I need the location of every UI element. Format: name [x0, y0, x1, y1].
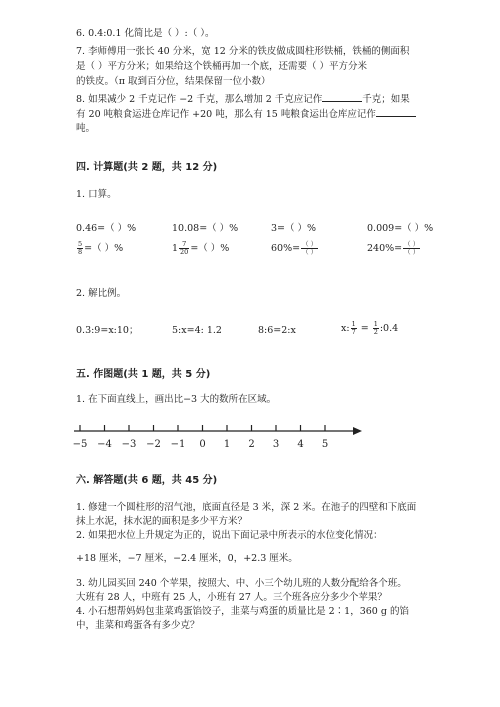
section-6-q3-line2: 大班有 28 人，中班有 25 人，小班有 27 人。三个班各应分多少个苹果？	[76, 592, 387, 603]
oral-calc-b4-prefix: 240%=	[367, 242, 403, 254]
number-line-label: −3	[121, 439, 137, 450]
number-line-label: 2	[248, 439, 255, 450]
ratio-eq-4-suffix: :0.4	[379, 322, 399, 334]
mixed-number-whole: 1	[172, 242, 179, 254]
fraction-denominator: 8	[78, 247, 83, 256]
fraction	[373, 321, 379, 336]
answer-blank	[376, 108, 416, 117]
question-6: 6. 0.4:0.1 化简比是（ ）:（ ）。	[76, 28, 215, 39]
oral-calc-b1-rest: =（ ）%	[84, 242, 124, 254]
section-6-q1-line2: 抹上水泥，抹水泥的面积是多少平方米？	[76, 516, 248, 527]
oral-calc-b3-prefix: 60%=	[271, 242, 301, 254]
section-4-q2: 2. 解比例。	[76, 288, 127, 299]
question-7-line1: 7. 李师傅用一张长 40 分米，宽 12 分米的铁皮做成圆柱形铁桶，铁桶的侧面积	[76, 46, 410, 57]
number-line-ticks	[80, 425, 325, 431]
fraction-denominator: （ ）	[404, 247, 420, 256]
section-6-q4-line2: 中，韭菜和鸡蛋各有多少克？	[76, 620, 200, 631]
ratio-eq-1: 0.3:9=x:10；	[76, 325, 139, 336]
question-8-text-b: 千克；如果	[362, 94, 410, 105]
number-line-label: −5	[72, 439, 88, 450]
number-line-label: 0	[199, 439, 206, 450]
oral-calc-b3	[271, 241, 319, 256]
number-line-labels	[73, 439, 329, 450]
answer-blank	[322, 93, 362, 102]
question-8-line2	[76, 108, 416, 121]
section-6-q2-line2: +18 厘米，−7 厘米，−2.4 厘米，0，+2.3 厘米。	[76, 553, 298, 564]
section-5-title: 五. 作图题(共 1 题，共 5 分)	[76, 369, 211, 380]
number-line-label: 1	[223, 439, 231, 450]
section-5-q1: 1. 在下面直线上，画出比−3 大的数所在区域。	[76, 394, 277, 405]
section-6-q1-line1: 1. 修建一个圆柱形的沼气池，底面直径是 3 米，深 2 米。在池子的四壁和下底面	[76, 502, 417, 513]
ratio-eq-4	[341, 321, 398, 336]
oral-calc-a1: 0.46=（ ）%	[76, 223, 137, 234]
number-line-label: −2	[146, 439, 161, 450]
oral-calc-b2	[172, 241, 229, 256]
oral-calc-b1	[76, 241, 123, 256]
fraction-denominator: （ ）	[302, 247, 318, 256]
fraction-numerator: （ ）	[302, 240, 318, 248]
question-8-line3: 吨。	[76, 123, 96, 134]
fraction-denominator: 20	[180, 247, 189, 256]
question-8-text-c: 有 20 吨粮食运进仓库记作 +20 吨，那么有 15 吨粮食运出仓库应记作	[76, 109, 376, 120]
section-6-q3-line1: 3. 幼儿园买回 240 个苹果，按照大、中、小三个幼儿班的人数分配给各个班。	[76, 578, 407, 589]
ratio-eq-4-prefix: x:	[341, 322, 350, 334]
fraction	[403, 241, 420, 256]
oral-calc-a2: 10.08=（ ）%	[172, 223, 239, 234]
number-line-label: −1	[170, 439, 186, 450]
fraction	[77, 241, 83, 256]
question-7-line2: 是（ ）平方分米；如果给这个铁桶再加一个底，还需要（ ）平方分米	[76, 61, 368, 72]
fraction-numerator: 1	[373, 320, 378, 328]
number-line-label: 4	[297, 439, 304, 450]
fraction-numerator: （ ）	[404, 240, 420, 248]
fraction-numerator: 1	[351, 320, 356, 328]
fraction-denominator: 2	[373, 327, 378, 336]
number-line[interactable]	[70, 420, 370, 460]
oral-calc-a4: 0.009=（ ）%	[367, 223, 434, 234]
oral-calc-a3: 3=（ ）%	[271, 223, 317, 234]
oral-calc-b4	[367, 241, 421, 256]
question-7-line3: 的铁皮。（π 取到百分位，结果保留一位小数）	[76, 76, 271, 87]
fraction-numerator: 5	[78, 240, 83, 248]
number-line-label: 3	[272, 439, 280, 450]
number-line-label: 5	[321, 439, 329, 450]
oral-calc-b2-rest: =（ ）%	[190, 242, 230, 254]
section-6-title: 六. 解答题(共 6 题，共 45 分)	[76, 475, 218, 486]
section-6-q4-line1: 4. 小石想帮妈妈包韭菜鸡蛋馅饺子，韭菜与鸡蛋的质量比是 2∶1，360 g 的馅	[76, 606, 409, 617]
section-6-q2-line1: 2. 如果把水位上升规定为正的，说出下面记录中所表示的水位变化情况：	[76, 530, 383, 541]
section-4-q1: 1. 口算。	[76, 189, 117, 200]
fraction	[179, 241, 189, 256]
question-8-line1	[76, 93, 410, 106]
fraction	[301, 241, 318, 256]
arrow-right-icon	[353, 427, 362, 435]
ratio-eq-2: 5:x=4: 1.2	[172, 325, 222, 336]
section-4-title: 四. 计算题(共 2 题，共 12 分)	[76, 162, 218, 173]
number-line-label: −4	[97, 439, 112, 450]
question-8-text-a: 8. 如果减少 2 千克记作 −2 千克，那么增加 2 千克应记作	[76, 94, 323, 105]
fraction	[351, 321, 357, 336]
ratio-eq-4-equals: =	[357, 322, 372, 334]
fraction-numerator: 7	[179, 241, 189, 249]
ratio-eq-3: 8:6=2:x	[258, 325, 296, 336]
fraction-denominator: 7	[351, 327, 356, 336]
